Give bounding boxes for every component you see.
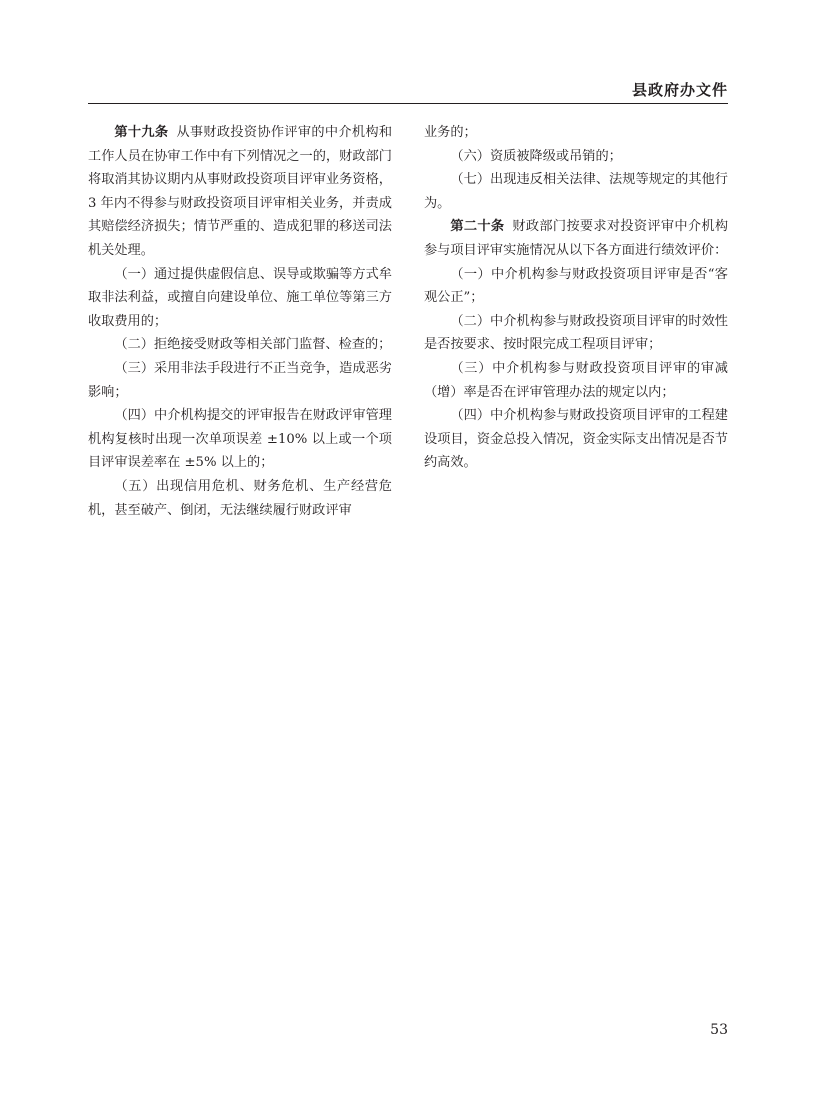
article-19-paragraph: [88, 121, 392, 263]
left-column: [88, 121, 392, 522]
article-19-item-6: （六）资质被降级或吊销的；: [450, 148, 622, 164]
article-19-item-3: （三）采用非法手段进行不正当竞争，造成恶劣影响；: [88, 360, 392, 400]
article-19-text: 从事财政投资协作评审的中介机构和工作人员在协审工作中有下列情况之一的，财政部门将取消其协议期内从事财政投资项目评审业务资格，3 年内不得参与财政投资项目评审相关业务，并责成其赔偿经济损失；情节严重的、造成犯罪的移送司法机关处理。: [88, 125, 393, 258]
article-19-item-5-continuation: 业务的；: [424, 125, 477, 140]
article-19-label: 第十九条: [114, 125, 169, 140]
article-20-item-1: （一）中介机构参与财政投资项目评审是否“客观公正”；: [424, 266, 728, 306]
article-20-paragraph: [424, 215, 728, 262]
article-20-item-3: （三）中介机构参与财政投资项目评审的审减（增）率是否在评审管理办法的规定以内；: [424, 360, 728, 400]
article-20-label: 第二十条: [450, 219, 505, 235]
header-rule: [88, 103, 728, 104]
right-column: [424, 121, 728, 475]
article-19-item-1: （一）通过提供虚假信息、误导或欺骗等方式牟取非法利益，或擅自向建设单位、施工单位等第三方收取费用的；: [88, 266, 392, 329]
article-20-item-4: （四）中介机构参与财政投资项目评审的工程建设项目，资金总投入情况，资金实际支出情况是否节约高效。: [424, 408, 728, 471]
article-19-item-7: （七）出现违反相关法律、法规等规定的其他行为。: [424, 172, 728, 211]
article-19-item-2: （二）拒绝接受财政等相关部门监督、检查的；: [114, 337, 392, 353]
article-20-text: 财政部门按要求对投资评审中介机构参与项目评审实施情况从以下各方面进行绩效评价：: [424, 219, 729, 258]
article-19-item-4: （四）中介机构提交的评审报告在财政评审管理机构复核时出现一次单项误差 ±10% 以上或一个项目评审误差率在 ±5% 以上的；: [88, 408, 392, 471]
article-19-item-5: （五）出现信用危机、财务危机、生产经营危机，甚至破产、倒闭，无法继续履行财政评审: [88, 478, 392, 518]
running-header-title: 县政府办文件: [631, 81, 728, 99]
article-20-item-2: （二）中介机构参与财政投资项目评审的时效性是否按要求、按时限完成工程项目评审；: [424, 313, 728, 353]
page-number: 53: [710, 1022, 728, 1038]
